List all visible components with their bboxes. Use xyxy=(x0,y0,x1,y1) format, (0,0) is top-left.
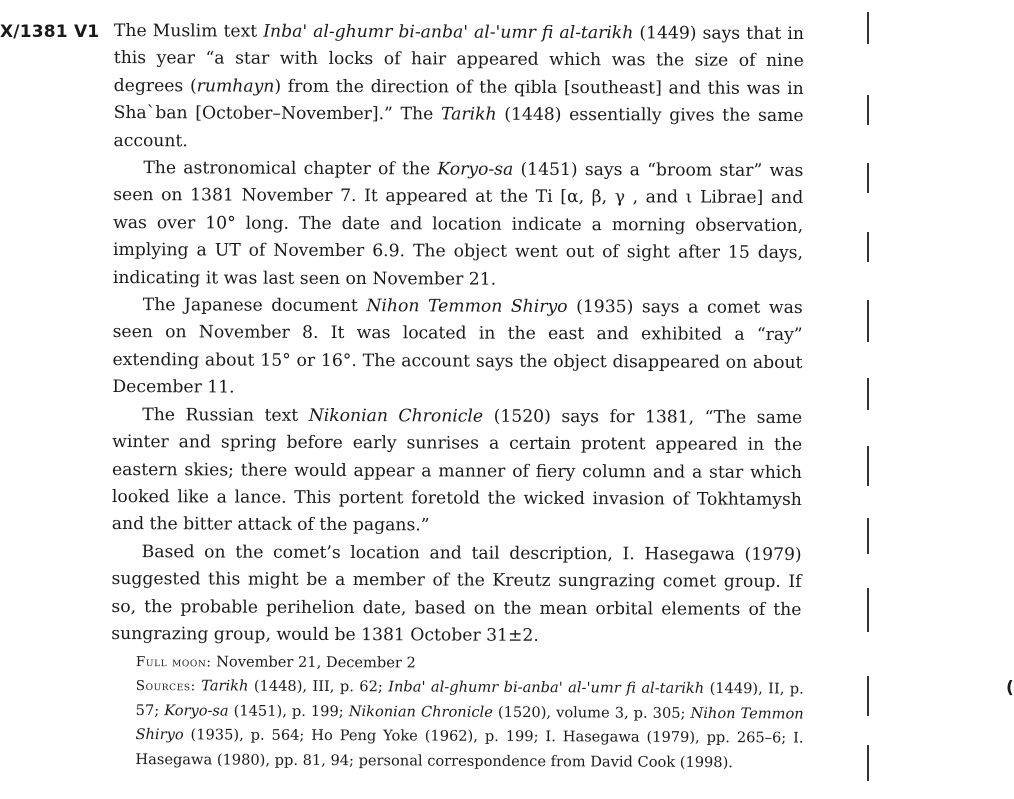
text-segment: (1935), p. 564; Ho Peng Yoke (1962), p. 199; I. Hasegawa (1979), pp. 265–6; I. Hasegawa (1980), pp. 81, 94; personal correspondence from David Cook (1998). xyxy=(135,726,804,771)
text-segment: (1520) says for 1381, “The same winter and spring before early sunrises a certain protent appeared in the eastern skies; there would appear a manner of fiery column and a star which looked like a lance. This portent foretold the wicked invasion of Tokhtamysh and the bitter attack of the pagans.” xyxy=(111,406,803,536)
full-moon-label: Full moon: xyxy=(135,653,212,671)
source-title: Nikonian Chronicle xyxy=(308,405,484,427)
margin-rule xyxy=(867,232,869,262)
source-title: Nikonian Chronicle xyxy=(348,702,493,721)
text-segment: (1935) says a comet was seen on November 8. It was located in the east and exhibited a “ray” extending about 15° or 16°. The account says the object disappeared on about December 11. xyxy=(112,297,803,398)
text-segment: (1448), III, p. 62; xyxy=(248,677,389,696)
text-segment: The Russian text xyxy=(142,404,309,426)
entry-body xyxy=(111,18,804,651)
paragraph-japanese-document xyxy=(112,292,802,405)
margin-rule xyxy=(867,446,869,486)
full-moon-value: November 21, December 2 xyxy=(211,653,416,672)
text-segment: The Muslim text xyxy=(113,20,264,42)
entry-metadata xyxy=(135,650,804,776)
text-segment: (1448) essentially gives the same account. xyxy=(113,104,804,151)
source-title: Nihon Temmon Shiryo xyxy=(135,704,804,744)
paragraph-koryo-sa xyxy=(113,155,804,295)
cropped-edge-glyph: ( xyxy=(1006,678,1014,698)
margin-rule xyxy=(867,676,869,716)
paragraph-russian-text xyxy=(112,402,803,542)
source-title: Inba' al-ghumr bi-anba' al-'umr fi al-tarikh xyxy=(263,21,634,44)
text-segment: The astronomical chapter of the xyxy=(143,158,438,180)
margin-rule xyxy=(867,95,869,125)
text-segment: (1451) says a “broom star” was seen on 1381 November 7. It appeared at the Ti [α, β, γ , and ι Librae] and was over 10° long. The date and location indicate a morning observation, implying a UT of November 6.9. The object went out of sight after 15 days, indicating it was last seen on November 21. xyxy=(112,159,804,290)
term-italic: rumhayn xyxy=(196,76,275,97)
margin-rule xyxy=(867,588,869,632)
source-title: Koryo-sa xyxy=(164,701,229,720)
sources-line xyxy=(135,674,804,775)
source-title: Koryo-sa xyxy=(437,159,514,180)
source-title: Inba' al-ghumr bi-anba' al-'umr fi al-tarikh xyxy=(388,678,705,698)
text-segment: ) from the direction of the qibla [southeast] and this was in Sha`ban [October–November].” The xyxy=(113,76,804,125)
text-segment: The Japanese document xyxy=(142,295,367,317)
text-segment: (1449) says that in this year “a star with locks of hair appeared which was the size of nine degrees ( xyxy=(113,23,804,97)
margin-rule xyxy=(867,12,869,44)
margin-rule xyxy=(867,745,869,781)
paragraph-muslim-text xyxy=(113,18,804,158)
full-moon-line xyxy=(136,650,804,678)
source-title: Tarikh xyxy=(201,677,249,695)
margin-rule xyxy=(867,163,869,193)
text-segment: Based on the comet’s location and tail description, I. Hasegawa (1979) suggested this might be a member of the Kreutz sungrazing comet group. If so, the probable perihelion date, based on the mean orbital elements of the sungrazing group, would be 1381 October 31±2. xyxy=(111,541,802,646)
comet-designation-label: X/1381 V1 xyxy=(0,22,100,42)
source-title: Nihon Temmon Shiryo xyxy=(366,296,568,318)
source-title: Tarikh xyxy=(440,104,497,125)
margin-rule xyxy=(867,378,869,410)
text-segment: (1449), II, p. 57; xyxy=(135,680,804,719)
paragraph-hasegawa xyxy=(111,539,801,652)
text-segment: (1520), volume 3, p. 305; xyxy=(492,703,691,722)
margin-rule xyxy=(867,518,869,554)
text-segment: (1451), p. 199; xyxy=(228,702,349,720)
margin-rule xyxy=(867,300,869,342)
sources-label: Sources: xyxy=(135,678,196,695)
